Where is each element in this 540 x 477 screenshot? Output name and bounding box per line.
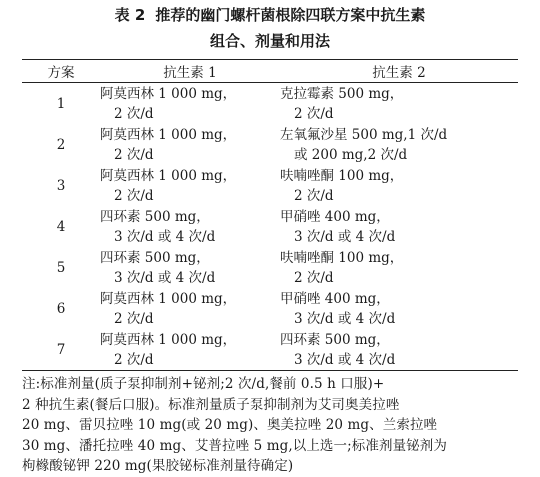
regimen-id: 6 bbox=[56, 301, 66, 317]
antibiotic-2-cell: 呋喃唑酮 100 mg， 2 次/d bbox=[280, 168, 404, 204]
antibiotic-2-cell: 四环素 500 mg， 3 次/d 或 4 次/d bbox=[280, 332, 396, 368]
regimen-id: 2 bbox=[56, 137, 66, 153]
regimen-id: 1 bbox=[56, 96, 66, 112]
regimen-id: 4 bbox=[56, 219, 66, 235]
footnote-line: 枸橼酸铋钾 220 mg(果胶铋标准剂量待确定) bbox=[22, 458, 294, 474]
table-row bbox=[22, 165, 518, 206]
table-number: 表 2 bbox=[114, 6, 146, 24]
document-page bbox=[0, 2, 540, 475]
table-title: 推荐的幽门螺杆菌根除四联方案中抗生素 bbox=[155, 6, 426, 24]
antibiotic-2-cell: 左氧氟沙星 500 mg,1 次/d 或 200 mg,2 次/d bbox=[280, 127, 448, 163]
antibiotic-2-cell: 呋喃唑酮 100 mg， 2 次/d bbox=[280, 250, 404, 286]
antibiotic-2-cell: 甲硝唑 400 mg， 3 次/d 或 4 次/d bbox=[280, 291, 396, 327]
table-caption bbox=[22, 2, 518, 54]
regimen-id: 7 bbox=[56, 342, 66, 358]
antibiotic-1-cell: 阿莫西林 1 000 mg， 2 次/d bbox=[100, 168, 237, 204]
antibiotic-1-cell: 阿莫西林 1 000 mg， 2 次/d bbox=[100, 291, 237, 327]
antibiotic-1-cell: 阿莫西林 1 000 mg， 2 次/d bbox=[100, 86, 237, 122]
footnote-line: 2 种抗生素(餐后口服)。标准剂量质子泵抑制剂为艾司奥美拉唑 bbox=[22, 396, 400, 413]
table-header-row bbox=[22, 60, 518, 83]
footnote-line: 20 mg、雷贝拉唑 10 mg(或 20 mg)、奥美拉唑 20 mg、兰索拉唑 bbox=[22, 417, 438, 433]
antibiotic-1-cell: 阿莫西林 1 000 mg， 2 次/d bbox=[100, 332, 237, 368]
regimen-id: 3 bbox=[56, 178, 66, 194]
table-footnote bbox=[22, 374, 518, 477]
table-row bbox=[22, 124, 518, 165]
antibiotic-2-cell: 克拉霉素 500 mg， 2 次/d bbox=[280, 86, 404, 122]
footnote-line: 30 mg、潘托拉唑 40 mg、艾普拉唑 5 mg,以上选一;标准剂量铋剂为 bbox=[22, 437, 447, 454]
table-row bbox=[22, 288, 518, 329]
antibiotic-1-cell: 四环素 500 mg， 3 次/d 或 4 次/d bbox=[100, 209, 216, 245]
header-antibiotic-2: 抗生素 2 bbox=[372, 65, 426, 81]
table-row bbox=[22, 247, 518, 288]
header-regimen: 方案 bbox=[47, 65, 75, 81]
caption-line-2: 组合、剂量和用法 bbox=[209, 32, 330, 50]
antibiotic-1-cell: 四环素 500 mg， 3 次/d 或 4 次/d bbox=[100, 250, 216, 286]
table-row bbox=[22, 329, 518, 371]
antibiotic-1-cell: 阿莫西林 1 000 mg， 2 次/d bbox=[100, 127, 237, 163]
footnote-line: 注:标准剂量(质子泵抑制剂+铋剂;2 次/d,餐前 0.5 h 口服)+ bbox=[22, 376, 385, 392]
table-row bbox=[22, 206, 518, 247]
regimen-table bbox=[22, 59, 518, 371]
caption-line-1 bbox=[22, 2, 518, 28]
header-antibiotic-1: 抗生素 1 bbox=[163, 65, 217, 81]
regimen-id: 5 bbox=[56, 260, 66, 276]
table-row bbox=[22, 83, 518, 125]
antibiotic-2-cell: 甲硝唑 400 mg， 3 次/d 或 4 次/d bbox=[280, 209, 396, 245]
